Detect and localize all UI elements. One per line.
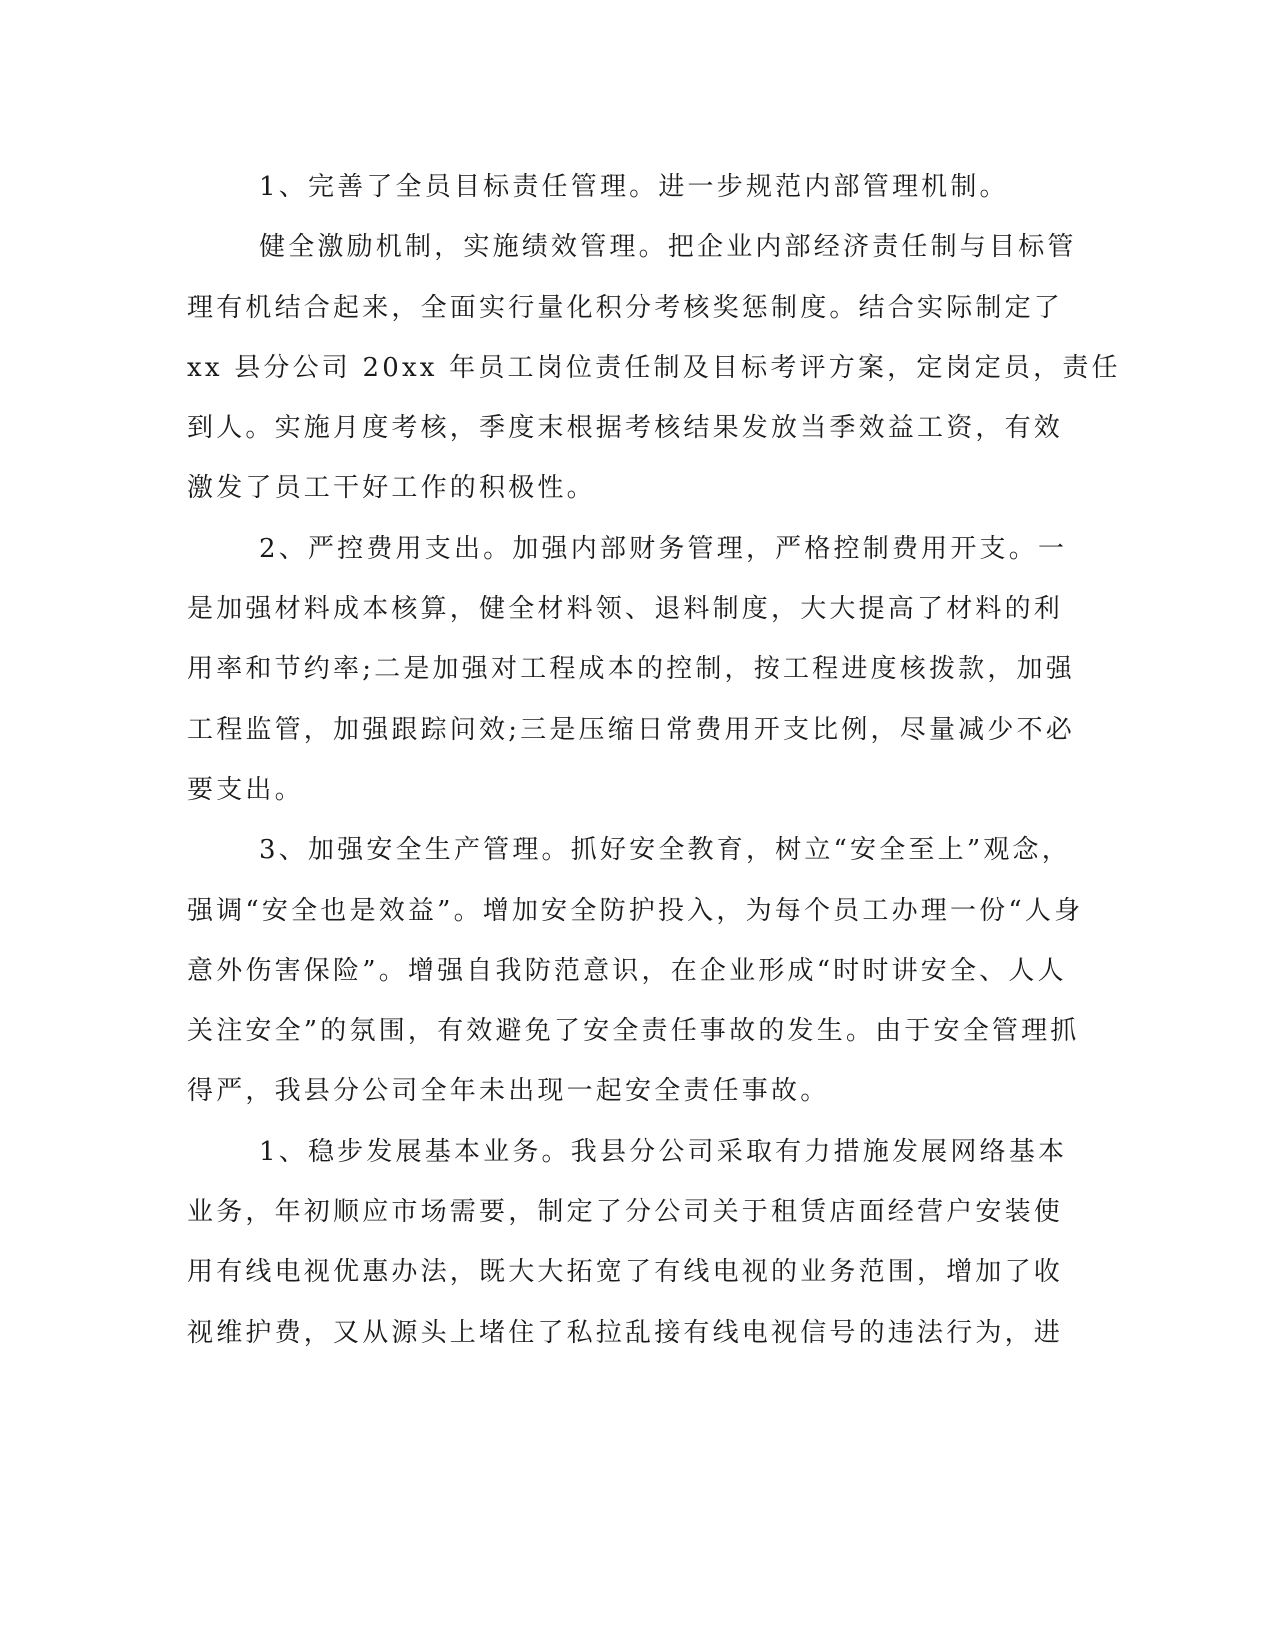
text-line: 健全激励机制，实施绩效管理。把企业内部经济责任制与目标管 [259, 232, 1077, 263]
text-line: 关注安全”的氛围，有效避免了安全责任事故的发生。由于安全管理抓 [187, 1016, 1080, 1047]
text-line: 业务，年初顺应市场需要，制定了分公司关于租赁店面经营户安装使 [187, 1197, 1064, 1228]
text-line: 要支出。 [187, 774, 304, 805]
text-line: xx 县分公司 20xx 年员工岗位责任制及目标考评方案，定岗定员，责任 [187, 352, 1121, 383]
document-body [187, 157, 1121, 1363]
text-line: 是加强材料成本核算，健全材料领、退料制度，大大提高了材料的利 [187, 594, 1064, 625]
text-line: 用率和节约率;二是加强对工程成本的控制，按工程进度核拨款，加强 [187, 654, 1075, 685]
text-line: 意外伤害保险”。增强自我防范意识，在企业形成“时时讲安全、人人 [187, 955, 1067, 986]
text-line: 1、稳步发展基本业务。我县分公司采取有力措施发展网络基本 [259, 1136, 1068, 1167]
text-line: 到人。实施月度考核，季度末根据考核结果发放当季效益工资，有效 [187, 413, 1064, 444]
text-line: 2、严控费用支出。加强内部财务管理，严格控制费用开支。一 [259, 533, 1068, 564]
text-line: 用有线电视优惠办法，既大大拓宽了有线电视的业务范围，增加了收 [187, 1257, 1064, 1288]
text-line: 强调“安全也是效益”。增加安全防护投入，为每个员工办理一份“人身 [187, 895, 1084, 926]
text-line: 得严，我县分公司全年未出现一起安全责任事故。 [187, 1076, 830, 1107]
text-line: 1、完善了全员目标责任管理。进一步规范内部管理机制。 [259, 172, 1009, 202]
text-line: 激发了员工干好工作的积极性。 [187, 473, 596, 504]
text-line: 3、加强安全生产管理。抓好安全教育，树立“安全至上”观念， [259, 835, 1071, 866]
text-line: 理有机结合起来，全面实行量化积分考核奖惩制度。结合实际制定了 [187, 292, 1064, 323]
text-line: 视维护费，又从源头上堵住了私拉乱接有线电视信号的违法行为，进 [187, 1317, 1064, 1348]
text-line: 工程监管，加强跟踪问效;三是压缩日常费用开支比例，尽量减少不必 [187, 714, 1075, 745]
